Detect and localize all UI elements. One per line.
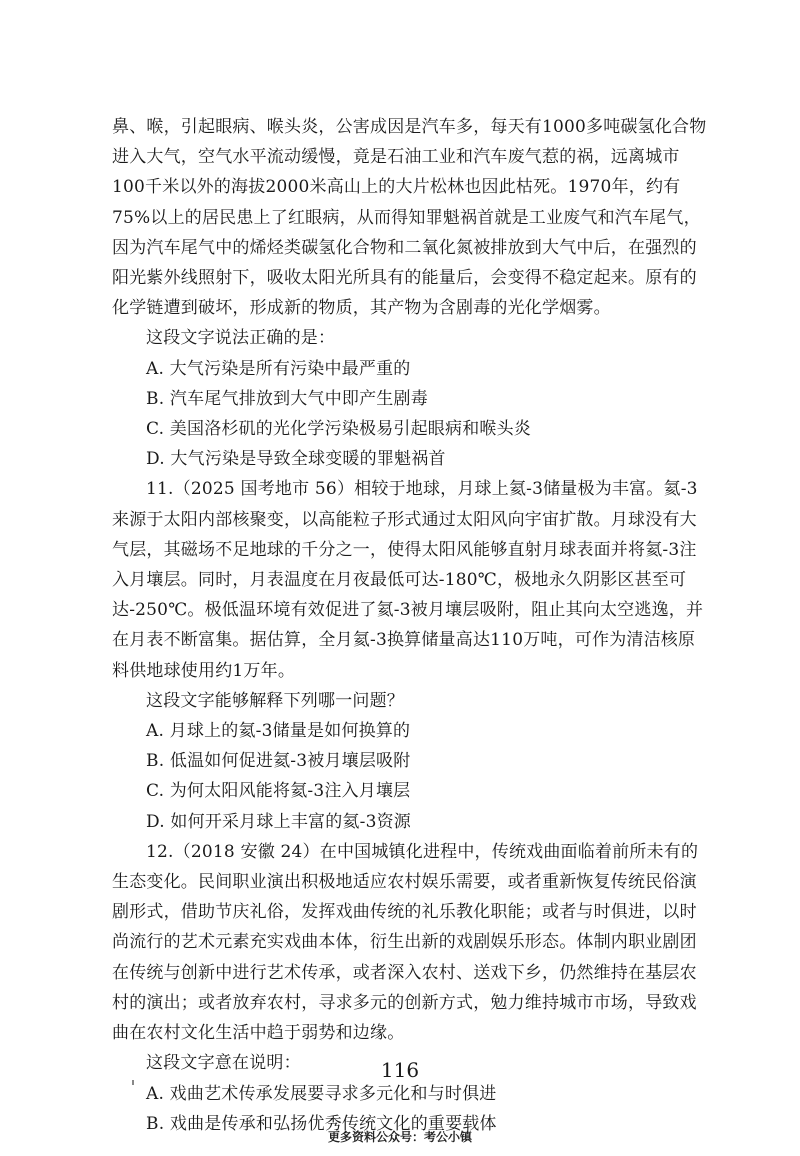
- page-content: [112, 112, 712, 1139]
- question-11-option-a: A. 月球上的氦-3储量是如何换算的: [146, 721, 411, 742]
- question-12-passage: 12.（2018 安徽 24）在中国城镇化进程中，传统戏曲面临着前所未有的生态变化。民间职业演出积极地适应农村娱乐需要，或者重新恢复传统民俗演剧形式，借助节庆礼俗，发挥戏曲传统的礼乐教化职能；或者与时俱进，以时尚流行的艺术元素充实戏曲本体，衍生出新的戏剧娱乐形态。体制内职业剧团在传统与创新中进行艺术传承，或者深入农村、送戏下乡，仍然维持在基层农村的演出；或者放弃农村，寻求多元的创新方式，勉力维持城市市场，导致戏曲在农村文化生活中趋于弱势和边缘。: [112, 841, 699, 1044]
- question-11-passage: 11.（2025 国考地市 56）相较于地球，月球上氦-3储量极为丰富。氦-3来源于太阳内部核聚变，以高能粒子形式通过太阳风向宇宙扩散。月球没有大气层，其磁场不足地球的千分之一，使得太阳风能够直射月球表面并将氦-3注入月壤层。同时，月表温度在月夜最低可达-180℃，极地永久阴影区甚至可达-250℃。极低温环境有效促进了氦-3被月壤层吸附，阻止其向太空逃逸，并在月表不断富集。据估算，全月氦-3换算储量高达110万吨，可作为清洁核原料供地球使用约1万年。: [112, 479, 704, 681]
- question-12-option-a: A. 戏曲艺术传承发展要寻求多元化和与时俱进: [146, 1083, 497, 1104]
- question-10-option-d: D. 大气污染是导致全球变暖的罪魁祸首: [146, 449, 446, 470]
- question-10-option-a: A. 大气污染是所有污染中最严重的: [146, 358, 411, 379]
- question-12-option-b: B. 戏曲是传承和弘扬优秀传统文化的重要载体: [146, 1113, 497, 1134]
- question-11-prompt: 这段文字能够解释下列哪一问题？: [146, 690, 404, 711]
- question-12-prompt: 这段文字意在说明：: [146, 1053, 301, 1074]
- question-11-option-d: D. 如何开采月球上丰富的氦-3资源: [146, 811, 411, 832]
- question-10-option-b: B. 汽车尾气排放到大气中即产生剧毒: [146, 388, 428, 409]
- scan-speck: [132, 1080, 134, 1085]
- question-10-prompt: 这段文字说法正确的是：: [146, 328, 336, 349]
- question-11-option-c: C. 为何太阳风能将氦-3注入月壤层: [146, 781, 411, 802]
- passage-10-continuation: 鼻、喉，引起眼病、喉头炎，公害成因是汽车多，每天有1000多吨碳氢化合物进入大气，空气水平流动缓慢，竟是石油工业和汽车废气惹的祸，远离城市100千米以外的海拔2000米高山上的大片松林也因此枯死。1970年，约有75%以上的居民患上了红眼病，从而得知罪魁祸首就是工业废气和汽车尾气，因为汽车尾气中的烯烃类碳氢化合物和二氧化氮被排放到大气中后，在强烈的阳光紫外线照射下，吸收太阳光所具有的能量后，会变得不稳定起来。原有的化学链遭到破坏，形成新的物质，其产物为含剧毒的光化学烟雾。: [112, 117, 707, 319]
- page-number: 116: [380, 1058, 420, 1082]
- question-11-option-b: B. 低温如何促进氦-3被月壤层吸附: [146, 751, 411, 772]
- footer-note: 更多资料公众号：考公小镇: [327, 1130, 472, 1144]
- question-10-option-c: C. 美国洛杉矶的光化学污染极易引起眼病和喉头炎: [146, 419, 532, 440]
